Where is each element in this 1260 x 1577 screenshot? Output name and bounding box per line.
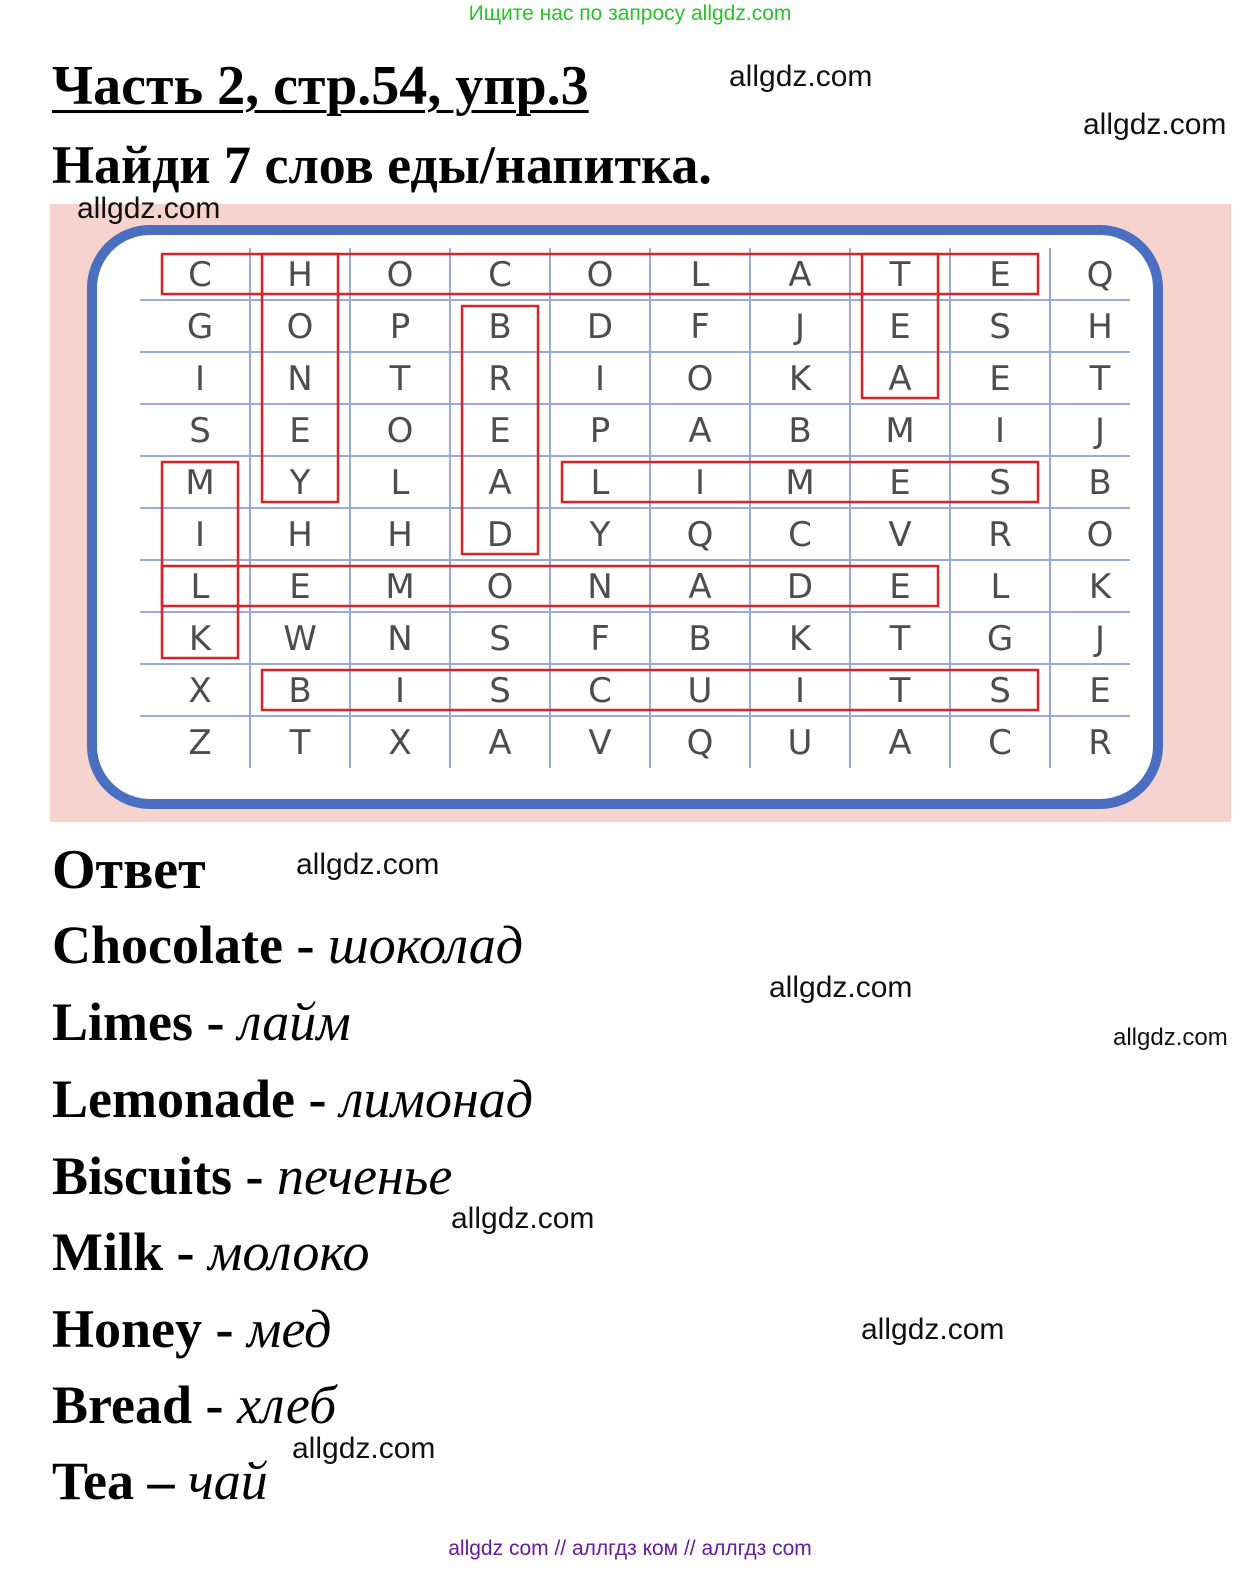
top-banner[interactable]: Ищите нас по запросу allgdz.com bbox=[468, 2, 792, 25]
answer-row bbox=[52, 991, 351, 1053]
answer-separator: - bbox=[295, 1069, 340, 1129]
grid-letter: S bbox=[989, 463, 1011, 503]
grid-letter: K bbox=[1088, 567, 1112, 607]
grid-letter: M bbox=[785, 463, 815, 503]
grid-letter: C bbox=[588, 671, 612, 711]
grid-letter: T bbox=[889, 671, 911, 711]
grid-letter: Q bbox=[1086, 255, 1114, 295]
answer-separator: - bbox=[282, 915, 328, 975]
grid-letter: L bbox=[390, 463, 410, 503]
grid-letter: O bbox=[386, 255, 414, 295]
grid-letter: C bbox=[488, 255, 512, 295]
grid-letter: J bbox=[794, 307, 806, 347]
grid-letter: C bbox=[188, 255, 212, 295]
grid-letter: E bbox=[889, 307, 911, 347]
grid-letter: F bbox=[590, 619, 610, 659]
answer-english: Tea bbox=[52, 1451, 135, 1511]
answer-separator: - bbox=[163, 1222, 208, 1282]
answer-russian: хлеб bbox=[237, 1375, 337, 1435]
watermark: allgdz.com bbox=[1113, 1024, 1228, 1051]
grid-letter: I bbox=[694, 463, 706, 503]
answer-separator: – bbox=[134, 1451, 189, 1511]
word-search-puzzle bbox=[50, 204, 1231, 822]
grid-letter: M bbox=[385, 567, 415, 607]
grid-letter: R bbox=[1088, 723, 1112, 763]
grid-letter: E bbox=[1089, 671, 1111, 711]
grid-letter: U bbox=[687, 671, 713, 711]
grid-letter: E bbox=[489, 411, 511, 451]
grid-letter: T bbox=[389, 359, 411, 399]
grid-letter: O bbox=[686, 359, 714, 399]
grid-letter: Q bbox=[686, 723, 714, 763]
grid-letter: I bbox=[194, 359, 206, 399]
grid-letter: G bbox=[986, 619, 1014, 659]
grid-letter: R bbox=[488, 359, 512, 399]
answer-russian: шоколад bbox=[327, 915, 524, 975]
grid-letter: I bbox=[194, 515, 206, 555]
grid-letter: E bbox=[289, 411, 311, 451]
grid-letter: L bbox=[690, 255, 710, 295]
answer-russian: лайм bbox=[237, 992, 351, 1052]
grid-letter: X bbox=[188, 671, 212, 711]
answer-row bbox=[52, 1145, 452, 1207]
grid-letter: Z bbox=[188, 723, 212, 763]
answer-separator: - bbox=[202, 1299, 247, 1359]
grid-letter: Y bbox=[589, 515, 611, 555]
grid-letter: J bbox=[1094, 411, 1106, 451]
answer-english: Bread bbox=[52, 1375, 193, 1435]
grid-letter: D bbox=[486, 515, 514, 555]
grid-letter: Y bbox=[289, 463, 311, 503]
answer-english: Milk bbox=[52, 1222, 164, 1282]
grid-letter: N bbox=[287, 359, 313, 399]
grid-letter: B bbox=[788, 411, 812, 451]
grid-letter: P bbox=[389, 307, 411, 347]
answer-separator: - bbox=[232, 1146, 278, 1206]
grid-letter: I bbox=[994, 411, 1006, 451]
grid-letter: L bbox=[190, 567, 210, 607]
grid-letter: T bbox=[889, 619, 911, 659]
grid-letter: G bbox=[186, 307, 214, 347]
watermark: allgdz.com bbox=[769, 971, 913, 1004]
grid-letter: L bbox=[590, 463, 610, 503]
grid-letter: W bbox=[283, 619, 317, 659]
grid-letter: N bbox=[387, 619, 413, 659]
grid-letter: N bbox=[587, 567, 613, 607]
task-text: Найди 7 слов еды/напитка. bbox=[52, 135, 712, 195]
grid-letter: B bbox=[688, 619, 712, 659]
grid-letter: H bbox=[387, 515, 413, 555]
grid-letter: C bbox=[988, 723, 1012, 763]
grid-letter: A bbox=[888, 723, 912, 763]
answer-russian: печенье bbox=[277, 1146, 453, 1206]
grid-letter: T bbox=[289, 723, 311, 763]
answer-english: Chocolate bbox=[52, 915, 283, 975]
grid-letter: P bbox=[589, 411, 611, 451]
grid-letter: H bbox=[287, 255, 313, 295]
grid-letter: I bbox=[594, 359, 606, 399]
answer-row bbox=[52, 1374, 336, 1436]
grid-letter: A bbox=[688, 411, 712, 451]
answer-russian: лимонад bbox=[339, 1069, 534, 1129]
answer-row bbox=[52, 1068, 533, 1130]
answer-russian: мед bbox=[247, 1299, 332, 1359]
grid-letter: S bbox=[489, 671, 511, 711]
grid-letter: R bbox=[988, 515, 1012, 555]
grid-letter: A bbox=[788, 255, 812, 295]
answer-separator: - bbox=[192, 1375, 237, 1435]
page-title: Часть 2, стр.54, упр.3 bbox=[52, 55, 589, 117]
grid-letter: B bbox=[488, 307, 512, 347]
answer-row bbox=[52, 914, 523, 976]
grid-letter: I bbox=[794, 671, 806, 711]
grid-letter: E bbox=[989, 359, 1011, 399]
grid-letter: H bbox=[1087, 307, 1113, 347]
answer-english: Lemonade bbox=[52, 1069, 295, 1129]
answer-english: Honey bbox=[52, 1299, 203, 1359]
grid-letter: O bbox=[286, 307, 314, 347]
answer-russian: чай bbox=[188, 1451, 268, 1511]
watermark: allgdz.com bbox=[77, 192, 221, 225]
grid-letter: E bbox=[889, 463, 911, 503]
grid-letter: A bbox=[488, 463, 512, 503]
grid-letter: T bbox=[889, 255, 911, 295]
grid-letter: A bbox=[488, 723, 512, 763]
grid-letter: E bbox=[989, 255, 1011, 295]
answer-row bbox=[52, 1450, 268, 1512]
grid-letter: U bbox=[787, 723, 813, 763]
grid-letter: A bbox=[688, 567, 712, 607]
grid-letter: J bbox=[1094, 619, 1106, 659]
watermark: allgdz.com bbox=[292, 1432, 436, 1465]
grid-letter: F bbox=[690, 307, 710, 347]
grid-letter: K bbox=[788, 619, 812, 659]
grid-letter: D bbox=[586, 307, 614, 347]
grid-letter: L bbox=[990, 567, 1010, 607]
grid-letter: X bbox=[388, 723, 412, 763]
watermark: allgdz.com bbox=[296, 848, 440, 881]
grid-letter: H bbox=[287, 515, 313, 555]
grid-letter: B bbox=[288, 671, 312, 711]
grid-letter: I bbox=[394, 671, 406, 711]
grid-letter: S bbox=[989, 671, 1011, 711]
grid-letter: K bbox=[788, 359, 812, 399]
grid-letter: D bbox=[786, 567, 814, 607]
grid-letter: O bbox=[486, 567, 514, 607]
watermark: allgdz.com bbox=[1083, 108, 1227, 141]
grid-letter: O bbox=[386, 411, 414, 451]
answer-row bbox=[52, 1221, 370, 1283]
watermark: allgdz.com bbox=[861, 1313, 1005, 1346]
grid-letter: C bbox=[788, 515, 812, 555]
grid-letter: K bbox=[188, 619, 212, 659]
grid-letter: E bbox=[289, 567, 311, 607]
grid-letter: S bbox=[489, 619, 511, 659]
grid-letter: V bbox=[588, 723, 612, 763]
grid-letter: A bbox=[888, 359, 912, 399]
grid-letter: T bbox=[1089, 359, 1111, 399]
footer-links[interactable]: allgdz com // аллгдз ком // аллгдз com bbox=[448, 1537, 812, 1560]
grid-letter: O bbox=[586, 255, 614, 295]
answer-separator: - bbox=[193, 992, 238, 1052]
grid-letter: M bbox=[885, 411, 915, 451]
grid-letter: O bbox=[1086, 515, 1114, 555]
grid-letter: S bbox=[189, 411, 211, 451]
grid-letter: E bbox=[889, 567, 911, 607]
watermark: allgdz.com bbox=[451, 1202, 595, 1235]
answer-english: Limes bbox=[52, 992, 193, 1052]
grid-letter: Q bbox=[686, 515, 714, 555]
answer-row bbox=[52, 1298, 331, 1360]
answer-heading: Ответ bbox=[52, 839, 206, 901]
watermark: allgdz.com bbox=[729, 60, 873, 93]
answer-english: Biscuits bbox=[52, 1146, 233, 1206]
grid-letter: S bbox=[989, 307, 1011, 347]
grid-letter: B bbox=[1088, 463, 1112, 503]
grid-letter: V bbox=[888, 515, 912, 555]
grid-letter: M bbox=[185, 463, 215, 503]
answer-russian: молоко bbox=[208, 1222, 370, 1282]
word-search-grid bbox=[50, 204, 1231, 822]
